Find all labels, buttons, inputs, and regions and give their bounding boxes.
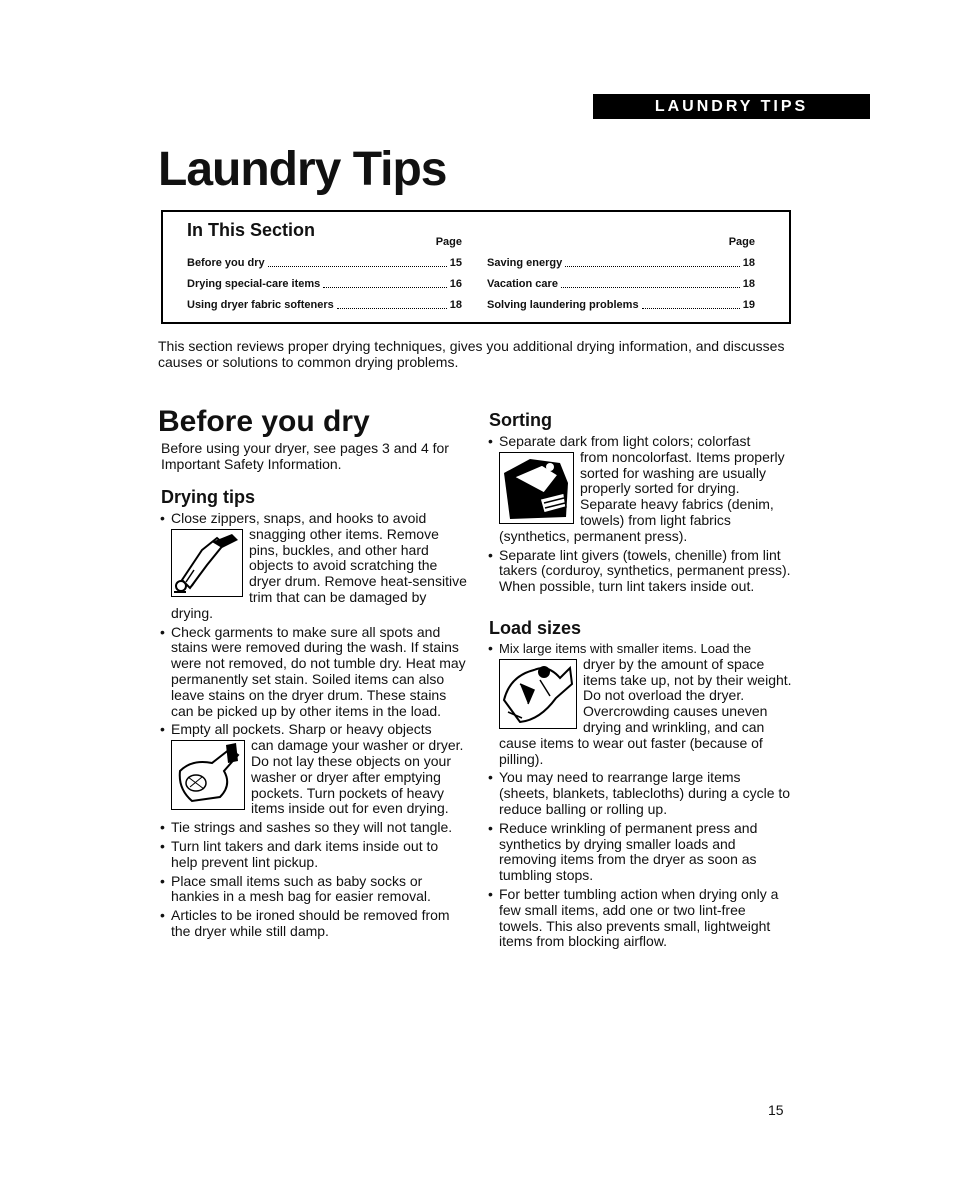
toc-entry[interactable] xyxy=(187,273,462,294)
load-sizes-list xyxy=(488,641,793,953)
toc-entry-page: 15 xyxy=(449,256,462,269)
toc-page-label: Page xyxy=(728,236,755,248)
list-item: • Empty all pockets. Sharp or heavy objects can damage your washer or dryer. Do not lay these objects on your washer or dryer after emptying pockets. Turn pockets of heavy items inside out for even drying. xyxy=(160,722,468,817)
page-title: Laundry Tips xyxy=(158,143,447,196)
toc-page-label: Page xyxy=(435,236,462,248)
toc-entry-page: 19 xyxy=(742,298,755,311)
toc-entry-page: 16 xyxy=(449,277,462,290)
toc-entry[interactable] xyxy=(487,273,755,294)
list-item: • For better tumbling action when drying only a few small items, add one or two lint-free towels. This also prevents small, lightweight items from blocking airflow. xyxy=(488,887,793,950)
toc-entry-page: 18 xyxy=(742,277,755,290)
toc-entry[interactable] xyxy=(487,252,755,273)
list-item: • Check garments to make sure all spots and stains were removed during the wash. If stains were not removed, do not tumble dry. Heat may permanently set stain. Soiled items can also leave stains on the dryer drum. These stains can be picked up by other items in the load. xyxy=(160,625,468,720)
section-contents-box xyxy=(161,210,791,324)
list-item: • Articles to be ironed should be removed from the dryer while still damp. xyxy=(160,908,468,940)
list-item: • Separate dark from light colors; colorfast from noncolorfast. Items properly sorted for washing are usually properly sorted for drying. Separate heavy fabrics (denim, towels) from light fabrics (synthetics, permanent press). xyxy=(488,434,793,545)
list-item: • Reduce wrinkling of permanent press and synthetics by drying smaller loads and removing items from the dryer as soon as tumbling stops. xyxy=(488,821,793,884)
toc-entry-page: 18 xyxy=(449,298,462,311)
pocket-illustration xyxy=(171,740,245,810)
before-you-dry-text: Before using your dryer, see pages 3 and 4 for Important Safety Information. xyxy=(161,440,449,472)
toc-entry[interactable] xyxy=(187,252,462,273)
drying-tips-list xyxy=(160,511,468,943)
toc-entry-page: 18 xyxy=(742,256,755,269)
sorting-list xyxy=(488,434,793,598)
list-item: • Place small items such as baby socks or hankies in a mesh bag for easier removal. xyxy=(160,874,468,906)
drying-tips-heading: Drying tips xyxy=(161,487,256,507)
toc-entry-label: Saving energy xyxy=(487,256,563,269)
section-banner: LAUNDRY TIPS xyxy=(593,94,870,119)
list-item: • Mix large items with smaller items. Load the dryer by the amount of space items take up, not by their weight. Do not overload the dryer. Overcrowding causes uneven drying and wrinkling, and can cause items to wear out faster (because of pilling). xyxy=(488,641,793,767)
list-item: • Separate lint givers (towels, chenille) from lint takers (corduroy, synthetics, permanent press). When possible, turn lint takers inside out. xyxy=(488,548,793,595)
list-item: • Tie strings and sashes so they will not tangle. xyxy=(160,820,468,836)
toc-entry[interactable] xyxy=(487,294,755,315)
list-item: • You may need to rearrange large items (sheets, blankets, tablecloths) during a cycle to reduce balling or rolling up. xyxy=(488,770,793,817)
list-item: • Turn lint takers and dark items inside out to help prevent lint pickup. xyxy=(160,839,468,871)
list-item: • Close zippers, snaps, and hooks to avoid snagging other items. Remove pins, buckles, and other hard objects to avoid scratching the dryer drum. Remove heat-sensitive trim that can be damaged by drying. xyxy=(160,511,468,622)
toc-entry-label: Solving laundering problems xyxy=(487,298,639,311)
laundry-basket-illustration xyxy=(499,452,574,524)
toc-entry-label: Vacation care xyxy=(487,277,558,290)
before-you-dry-heading: Before you dry xyxy=(158,405,370,438)
toc-entry[interactable] xyxy=(187,294,462,315)
load-sizes-heading: Load sizes xyxy=(489,618,582,638)
toc-heading: In This Section xyxy=(187,220,316,240)
toc-entry-label: Drying special-care items xyxy=(187,277,321,290)
dryer-load-illustration xyxy=(499,659,577,729)
zipper-illustration xyxy=(171,529,243,597)
page-number: 15 xyxy=(768,1102,784,1118)
toc-entry-label: Before you dry xyxy=(187,256,265,269)
toc-entry-label: Using dryer fabric softeners xyxy=(187,298,334,311)
intro-paragraph: This section reviews proper drying techniques, gives you additional drying information, and discusses causes or solutions to common drying problems. xyxy=(158,338,785,370)
sorting-heading: Sorting xyxy=(489,410,552,430)
toc-right-column xyxy=(487,236,755,315)
toc-left-column xyxy=(187,236,462,315)
